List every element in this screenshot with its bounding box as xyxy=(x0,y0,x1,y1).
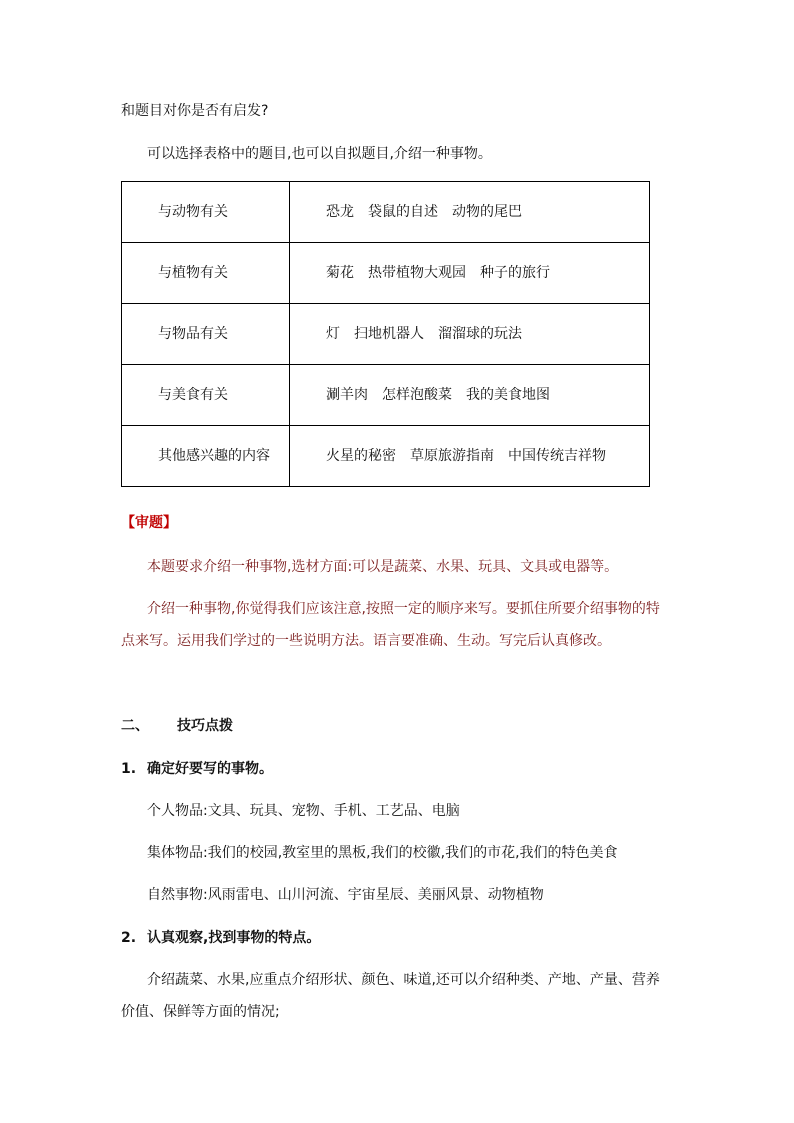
section-2-title: 技巧点拨 xyxy=(177,718,233,734)
point-1-item: 集体物品:我们的校园,教室里的黑板,我们的校徽,我们的市花,我们的特色美食 xyxy=(147,845,618,861)
table-row xyxy=(122,426,650,487)
intro-line-1: 和题目对你是否有启发? xyxy=(121,103,269,119)
point-2-title: 认真观察,找到事物的特点。 xyxy=(147,930,321,946)
point-1-number: 1. xyxy=(121,761,137,777)
point-2-paragraph-line-2: 价值、保鲜等方面的情况; xyxy=(121,1004,280,1020)
analysis-heading: 【审题】 xyxy=(121,515,177,531)
table-cell-category: 其他感兴趣的内容 xyxy=(122,426,290,487)
point-1-item: 个人物品:文具、玩具、宠物、手机、工艺品、电脑 xyxy=(147,803,460,819)
section-2-number: 二、 xyxy=(121,718,149,734)
analysis-paragraph-2-line-1: 介绍一种事物,你觉得我们应该注意,按照一定的顺序来写。要抓住所要介绍事物的特 xyxy=(147,601,660,617)
analysis-paragraph-2-line-2: 点来写。运用我们学过的一些说明方法。语言要准确、生动。写完后认真修改。 xyxy=(121,633,611,649)
table-row xyxy=(122,243,650,304)
intro-line-2: 可以选择表格中的题目,也可以自拟题目,介绍一种事物。 xyxy=(147,146,492,162)
table-cell-topics: 菊花 热带植物大观园 种子的旅行 xyxy=(290,243,650,304)
point-1-title: 确定好要写的事物。 xyxy=(147,761,273,777)
table-cell-topics: 火星的秘密 草原旅游指南 中国传统吉祥物 xyxy=(290,426,650,487)
table-cell-category: 与动物有关 xyxy=(122,182,290,243)
table-row xyxy=(122,182,650,243)
point-2-number: 2. xyxy=(121,930,137,946)
table-cell-topics: 恐龙 袋鼠的自述 动物的尾巴 xyxy=(290,182,650,243)
point-1-item: 自然事物:风雨雷电、山川河流、宇宙星辰、美丽风景、动物植物 xyxy=(147,887,544,903)
point-2-paragraph-line-1: 介绍蔬菜、水果,应重点介绍形状、颜色、味道,还可以介绍种类、产地、产量、营养 xyxy=(147,972,660,988)
table-cell-topics: 涮羊肉 怎样泡酸菜 我的美食地图 xyxy=(290,365,650,426)
table-cell-topics: 灯 扫地机器人 溜溜球的玩法 xyxy=(290,304,650,365)
table-cell-category: 与物品有关 xyxy=(122,304,290,365)
table-cell-category: 与美食有关 xyxy=(122,365,290,426)
table-row xyxy=(122,304,650,365)
analysis-paragraph-1: 本题要求介绍一种事物,选材方面:可以是蔬菜、水果、玩具、文具或电器等。 xyxy=(147,559,619,575)
table-row xyxy=(122,365,650,426)
table-cell-category: 与植物有关 xyxy=(122,243,290,304)
topics-table xyxy=(121,181,650,487)
